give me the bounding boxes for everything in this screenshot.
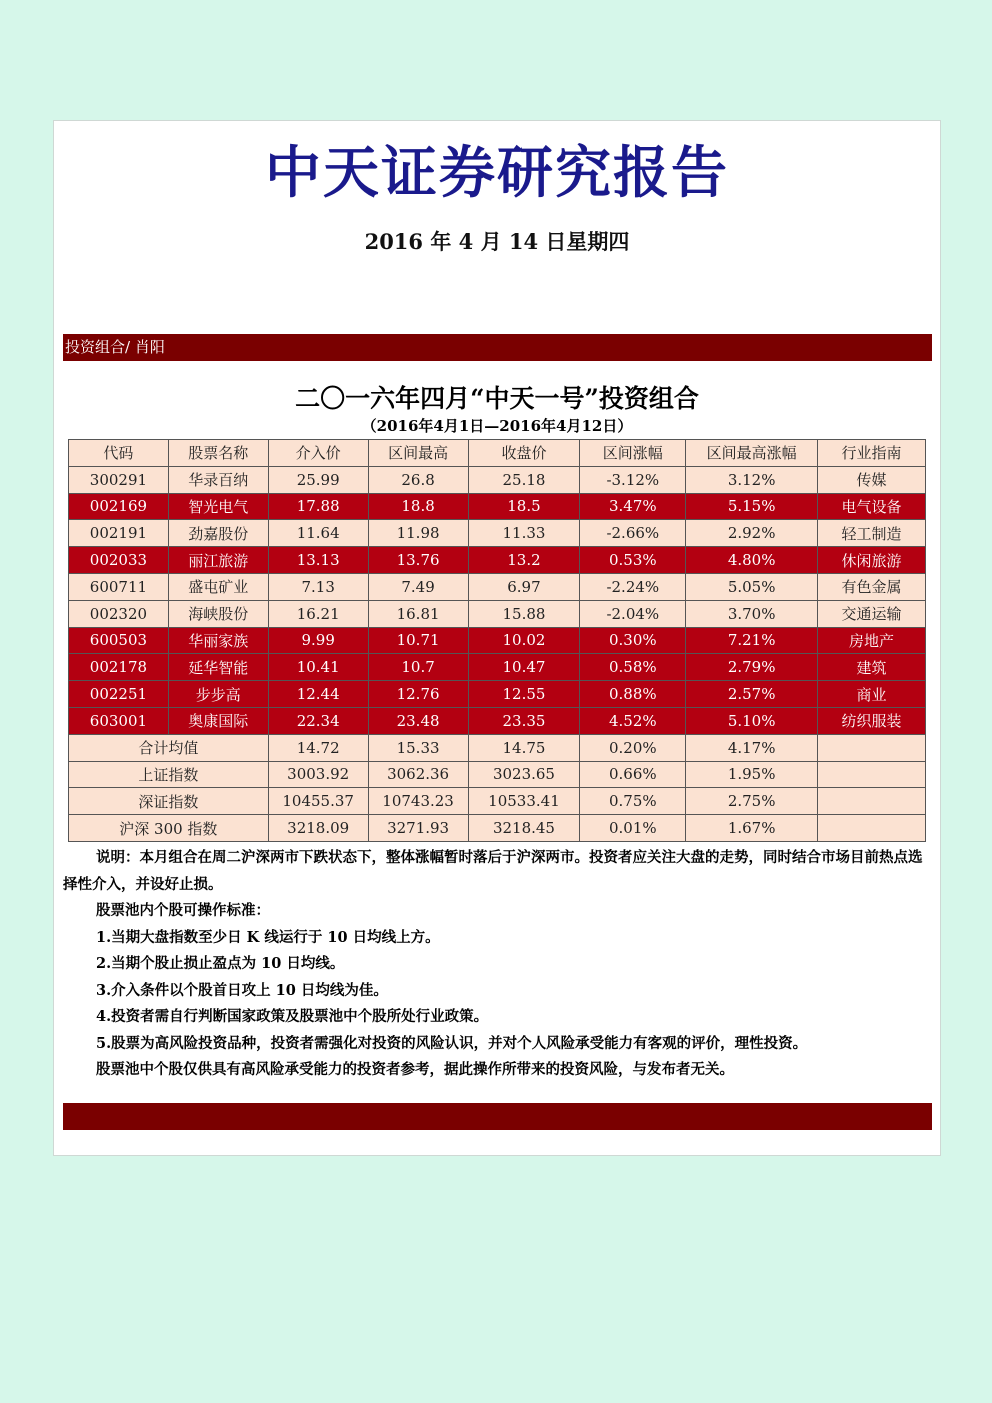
table-cell: 劲嘉股份 <box>168 520 268 547</box>
col-header-entry-price: 介入价 <box>268 440 368 467</box>
table-cell: 传媒 <box>818 466 926 493</box>
table-cell: 11.33 <box>468 520 580 547</box>
table-cell: 14.75 <box>468 734 580 761</box>
col-header-close: 收盘价 <box>468 440 580 467</box>
table-cell: 18.5 <box>468 493 580 520</box>
table-cell: 4.17% <box>686 734 818 761</box>
table-row <box>69 520 926 547</box>
table-cell: 延华智能 <box>168 654 268 681</box>
table-cell: 12.44 <box>268 681 368 708</box>
table-cell: 5.05% <box>686 573 818 600</box>
table-cell: 轻工制造 <box>818 520 926 547</box>
table-cell: 0.88% <box>580 681 686 708</box>
table-cell: 休闲旅游 <box>818 547 926 574</box>
table-cell: 0.58% <box>580 654 686 681</box>
table-cell: 9.99 <box>268 627 368 654</box>
table-cell: 2.79% <box>686 654 818 681</box>
table-cell: 7.21% <box>686 627 818 654</box>
summary-label: 深证指数 <box>69 788 269 815</box>
table-cell: 0.01% <box>580 815 686 842</box>
summary-label: 上证指数 <box>69 761 269 788</box>
col-header-max-change: 区间最高涨幅 <box>686 440 818 467</box>
portfolio-title: 二〇一六年四月“中天一号”投资组合 <box>295 384 699 413</box>
notes-item: 1.当期大盘指数至少日 K 线运行于 10 日均线上方。 <box>96 928 440 946</box>
table-cell: 12.76 <box>368 681 468 708</box>
table-cell: 600503 <box>69 627 169 654</box>
table-cell: 11.64 <box>268 520 368 547</box>
table-cell: 1.67% <box>686 815 818 842</box>
table-cell: 13.76 <box>368 547 468 574</box>
notes-item: 3.介入条件以个股首日攻上 10 日均线为佳。 <box>96 981 388 999</box>
table-cell: 建筑 <box>818 654 926 681</box>
report-date: 2016 年 4 月 14 日星期四 <box>364 229 630 254</box>
notes-criteria-title: 股票池内个股可操作标准： <box>96 902 270 919</box>
table-row <box>69 547 926 574</box>
table-cell: 3062.36 <box>368 761 468 788</box>
table-cell: -2.66% <box>580 520 686 547</box>
table-cell: 26.8 <box>368 466 468 493</box>
table-cell: 2.75% <box>686 788 818 815</box>
table-row <box>69 573 926 600</box>
table-cell: 3.47% <box>580 493 686 520</box>
table-cell: 12.55 <box>468 681 580 708</box>
table-cell: 0.30% <box>580 627 686 654</box>
table-cell: 10.71 <box>368 627 468 654</box>
table-cell <box>818 761 926 788</box>
table-cell: 0.20% <box>580 734 686 761</box>
table-cell: 5.10% <box>686 707 818 734</box>
table-cell <box>818 815 926 842</box>
table-cell: 1.95% <box>686 761 818 788</box>
table-cell: 15.33 <box>368 734 468 761</box>
notes-section <box>63 845 935 1084</box>
table-cell: 2.92% <box>686 520 818 547</box>
table-cell: 纺织服装 <box>818 707 926 734</box>
table-cell: 6.97 <box>468 573 580 600</box>
table-cell <box>818 788 926 815</box>
table-cell: 300291 <box>69 466 169 493</box>
table-cell: 交通运输 <box>818 600 926 627</box>
table-cell: 盛屯矿业 <box>168 573 268 600</box>
table-cell: 10455.37 <box>268 788 368 815</box>
table-cell: 3.12% <box>686 466 818 493</box>
table-cell: 10.7 <box>368 654 468 681</box>
table-cell: 有色金属 <box>818 573 926 600</box>
table-cell: 13.13 <box>268 547 368 574</box>
table-cell: 丽江旅游 <box>168 547 268 574</box>
table-cell: 25.18 <box>468 466 580 493</box>
table-cell: 002320 <box>69 600 169 627</box>
table-row <box>69 493 926 520</box>
table-cell: 电气设备 <box>818 493 926 520</box>
notes-item: 5.股票为高风险投资品种，投资者需强化对投资的风险认识，并对个人风险承受能力有客观的评价，理性投资。 <box>96 1034 808 1052</box>
table-cell: 10.02 <box>468 627 580 654</box>
table-cell: 5.15% <box>686 493 818 520</box>
table-cell: 步步高 <box>168 681 268 708</box>
table-cell: -2.24% <box>580 573 686 600</box>
table-cell: 7.13 <box>268 573 368 600</box>
table-cell: 3023.65 <box>468 761 580 788</box>
table-row <box>69 627 926 654</box>
table-cell: 华丽家族 <box>168 627 268 654</box>
table-cell: 海峡股份 <box>168 600 268 627</box>
table-cell: 4.80% <box>686 547 818 574</box>
section-header-bar: 投资组合/ 肖阳 <box>63 334 932 361</box>
table-cell: 13.2 <box>468 547 580 574</box>
col-header-name: 股票名称 <box>168 440 268 467</box>
table-cell: 22.34 <box>268 707 368 734</box>
table-cell: -3.12% <box>580 466 686 493</box>
summary-row <box>69 788 926 815</box>
col-header-code: 代码 <box>69 440 169 467</box>
table-cell: 14.72 <box>268 734 368 761</box>
table-row <box>69 600 926 627</box>
table-cell: 25.99 <box>268 466 368 493</box>
table-cell: 23.48 <box>368 707 468 734</box>
table-cell: 15.88 <box>468 600 580 627</box>
table-cell: 002251 <box>69 681 169 708</box>
report-title: 中天证券研究报告 <box>265 141 729 206</box>
table-cell: 7.49 <box>368 573 468 600</box>
summary-row <box>69 815 926 842</box>
summary-label: 沪深 300 指数 <box>69 815 269 842</box>
notes-disclaimer: 股票池中个股仅供具有高风险承受能力的投资者参考，据此操作所带来的投资风险，与发布者无关。 <box>96 1061 734 1078</box>
table-cell: 智光电气 <box>168 493 268 520</box>
table-header-row <box>69 440 926 467</box>
table-cell: 10743.23 <box>368 788 468 815</box>
table-cell: 3218.45 <box>468 815 580 842</box>
report-page <box>53 120 941 1156</box>
table-cell: 11.98 <box>368 520 468 547</box>
table-cell: 3218.09 <box>268 815 368 842</box>
table-cell: 002169 <box>69 493 169 520</box>
table-cell: 10.47 <box>468 654 580 681</box>
table-cell: 华录百纳 <box>168 466 268 493</box>
table-row <box>69 681 926 708</box>
table-row <box>69 466 926 493</box>
table-cell: 2.57% <box>686 681 818 708</box>
table-cell: 3.70% <box>686 600 818 627</box>
table-cell: 17.88 <box>268 493 368 520</box>
col-header-industry: 行业指南 <box>818 440 926 467</box>
table-cell: 16.21 <box>268 600 368 627</box>
table-cell: 4.52% <box>580 707 686 734</box>
table-cell: 0.75% <box>580 788 686 815</box>
notes-item: 2.当期个股止损止盈点为 10 日均线。 <box>96 955 345 972</box>
table-cell: 房地产 <box>818 627 926 654</box>
table-cell: 奥康国际 <box>168 707 268 734</box>
summary-row <box>69 761 926 788</box>
col-header-period-high: 区间最高 <box>368 440 468 467</box>
table-cell: 603001 <box>69 707 169 734</box>
col-header-change: 区间涨幅 <box>580 440 686 467</box>
table-cell: -2.04% <box>580 600 686 627</box>
table-cell: 18.8 <box>368 493 468 520</box>
summary-row <box>69 734 926 761</box>
table-cell: 23.35 <box>468 707 580 734</box>
table-cell: 002191 <box>69 520 169 547</box>
portfolio-period: （2016年4月1日—2016年4月12日） <box>361 417 633 435</box>
table-row <box>69 654 926 681</box>
table-cell: 10533.41 <box>468 788 580 815</box>
table-cell: 002033 <box>69 547 169 574</box>
table-row <box>69 707 926 734</box>
table-cell: 10.41 <box>268 654 368 681</box>
table-cell: 600711 <box>69 573 169 600</box>
table-cell: 商业 <box>818 681 926 708</box>
portfolio-table <box>68 439 926 842</box>
notes-explanation: 说明：本月组合在周二沪深两市下跌状态下，整体涨幅暂时落后于沪深两市。投资者应关注大盘的走势，同时结合市场目前热点选择性介入，并设好止损。 <box>63 849 923 893</box>
table-cell: 002178 <box>69 654 169 681</box>
footer-bar <box>63 1103 932 1130</box>
table-cell: 3003.92 <box>268 761 368 788</box>
table-cell: 16.81 <box>368 600 468 627</box>
table-cell: 3271.93 <box>368 815 468 842</box>
summary-label: 合计均值 <box>69 734 269 761</box>
table-cell: 0.66% <box>580 761 686 788</box>
table-cell: 0.53% <box>580 547 686 574</box>
notes-item: 4.投资者需自行判断国家政策及股票池中个股所处行业政策。 <box>96 1008 489 1025</box>
table-cell <box>818 734 926 761</box>
